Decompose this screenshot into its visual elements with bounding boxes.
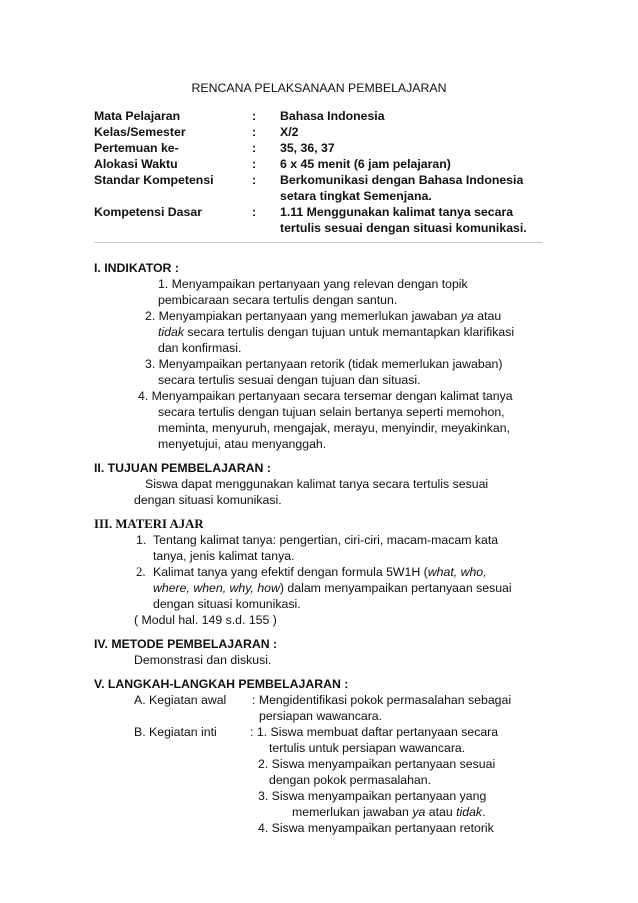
identity-value: 35, 36, 37 [280,141,335,155]
section-heading-materi: III. MATERI AJAR [94,517,204,531]
materi-item-1-number: 1. [136,533,147,547]
materi-item-2-number: 2. [136,565,146,579]
materi-item-1: Tentang kalimat tanya: pengertian, ciri-ciri, macam-macam kata [153,533,499,547]
kegiatan-inti-step-3: 3. Siswa menyampaikan pertanyaan yang [258,789,487,803]
kegiatan-inti-step-1-cont: tertulis untuk persiapan wawancara. [269,741,466,755]
identity-colon: : [252,109,257,123]
section-heading-langkah: V. LANGKAH-LANGKAH PEMBELAJARAN : [94,677,349,691]
identity-value: 6 x 45 menit (6 jam pelajaran) [280,157,451,171]
tujuan-text-cont: dengan situasi komunikasi. [134,493,282,507]
identity-label: Standar Kompetensi [94,173,214,187]
kegiatan-awal-text: : Mengidentifikasi pokok permasalahan sebagai [252,693,512,707]
identity-colon: : [252,157,257,171]
indikator-item-4-cont: meminta, menyuruh, mengajak, merayu, menyindir, meyakinkan, [158,421,510,435]
identity-label: Pertemuan ke- [94,141,179,155]
identity-colon: : [252,125,257,139]
indikator-item-4-cont: secara tertulis dengan tujuan selain bertanya seperti memohon, [158,405,505,419]
indikator-item-4-cont: menyetujui, atau menyanggah. [158,437,327,451]
materi-item-2-cont: where, when, why, how) dalam menyampaikan pertanyaan sesuai [153,581,512,595]
section-heading-indikator: I. INDIKATOR : [94,261,179,275]
identity-value: 1.11 Menggunakan kalimat tanya secara [280,205,514,219]
tujuan-text: Siswa dapat menggunakan kalimat tanya secara tertulis sesuai [145,477,489,491]
metode-text: Demonstrasi dan diskusi. [134,653,272,667]
materi-item-2-cont: dengan situasi komunikasi. [153,597,301,611]
identity-value: Bahasa Indonesia [280,109,385,123]
materi-item-1-cont: tanya, jenis kalimat tanya. [153,549,295,563]
indikator-item-1: 1. Menyampaikan pertanyaan yang relevan dengan topik [158,277,468,291]
kegiatan-awal-label: A. Kegiatan awal [134,693,227,707]
section-heading-tujuan: II. TUJUAN PEMBELAJARAN : [94,461,271,475]
identity-value-cont: tertulis sesuai dengan situasi komunikasi. [280,221,527,235]
kegiatan-inti-step-1: : 1. Siswa membuat daftar pertanyaan secara [250,725,499,739]
identity-label: Alokasi Waktu [94,157,178,171]
indikator-item-2-cont: dan konfirmasi. [158,341,242,355]
identity-label: Kelas/Semester [94,125,186,139]
indikator-item-4: 4. Menyampaikan pertanyaan secara tersemar dengan kalimat tanya [138,389,513,403]
identity-value-cont: setara tingkat Semenjana. [280,189,432,203]
divider [94,242,543,243]
identity-colon: : [252,141,257,155]
kegiatan-awal-text-cont: persiapan wawancara. [259,709,383,723]
identity-label: Mata Pelajaran [94,109,181,123]
page-title: RENCANA PELAKSANAAN PEMBELAJARAN [191,81,447,95]
identity-value: X/2 [280,125,299,139]
kegiatan-inti-label: B. Kegiatan inti [134,725,217,739]
indikator-item-3-cont: secara tertulis sesuai dengan tujuan dan situasi. [158,373,421,387]
indikator-item-2: 2. Menyampiakan pertanyaan yang memerlukan jawaban ya atau [145,309,502,323]
materi-item-2: Kalimat tanya yang efektif dengan formula 5W1H (what, who, [153,565,487,579]
identity-label: Kompetensi Dasar [94,205,202,219]
kegiatan-inti-step-3-cont: memerlukan jawaban ya atau tidak. [292,805,486,819]
indikator-item-3: 3. Menyampaikan pertanyaan retorik (tidak memerlukan jawaban) [145,357,503,371]
materi-modul-reference: ( Modul hal. 149 s.d. 155 ) [134,613,277,627]
indikator-item-2-cont: tidak secara tertulis dengan tujuan untuk memantapkan klarifikasi [158,325,515,339]
section-heading-metode: IV. METODE PEMBELAJARAN : [94,637,278,651]
indikator-item-1-cont: pembicaraan secara tertulis dengan santun. [158,293,398,307]
identity-colon: : [252,173,257,187]
kegiatan-inti-step-2: 2. Siswa menyampaikan pertanyaan sesuai [258,757,496,771]
identity-colon: : [252,205,257,219]
identity-value: Berkomunikasi dengan Bahasa Indonesia [280,173,524,187]
kegiatan-inti-step-4: 4. Siswa menyampaikan pertanyaan retorik [258,821,494,835]
kegiatan-inti-step-2-cont: dengan pokok permasalahan. [269,773,432,787]
